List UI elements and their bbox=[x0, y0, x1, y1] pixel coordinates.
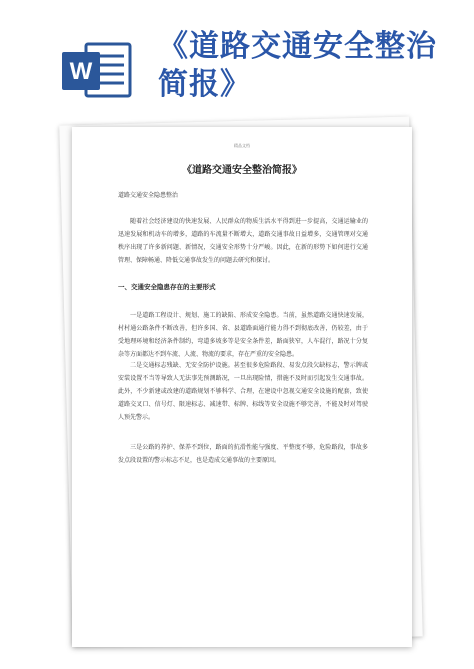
document-title: 《道路交通安全整治简报》 bbox=[182, 165, 302, 176]
banner-title: 《道路交通安全整治简报》 bbox=[158, 29, 437, 102]
document-subtitle: 道路交通安全隐患整治 bbox=[118, 192, 179, 199]
intro-paragraph: 随着社会经济建设的快速发展、人民群众的物质生活水平得到进一步提高，交通运输业的迅速发展和机动车的增多，道路的车流量不断增大，道路交通事故日益增多，交通管理对交通秩序出现了许多新问题、新情况，交通安全形势十分严峻。因此，在新的形势下如何进行交通管理、保障畅通、降低交通事故发生的问题去研究和探讨。 bbox=[118, 218, 368, 264]
word-logo-icon bbox=[60, 38, 132, 102]
section-heading: 一、交通安全隐患存在的主要形式 bbox=[118, 283, 216, 291]
paragraph-3: 三是公路的养护、保养不到位，路面的抗滑性能与强度、平整度不够，危险路段，事故多发点段设置的警示标志不足，也是造成交通事故的主要原因。 bbox=[118, 444, 368, 464]
logo-letter: W bbox=[69, 58, 93, 85]
banner bbox=[0, 0, 474, 120]
paragraph-2: 二是交通标志残缺、无安全防护设施。甚至很多危险路段、易发点段欠缺标志，警示牌或安装设置不当等导致人无法事先预测路况，一旦出现险情，措施不及时而引起发生交通事故。此外，不少新建或改建的道路规划不够科学、合理，在建设中忽视交通安全设施的配套，致使道路交叉口、信号灯、限速标志、减速带、标牌、标线等安全设施不够完善，不能及时对驾驶人预先警示。 bbox=[118, 362, 368, 421]
document-page bbox=[72, 127, 412, 647]
paragraph-1: 一是道路工程设计、规划、施工的缺陷、形成安全隐患。当前，虽然道路交通快速发展，村村通公路条件不断改善，但许多国、省、县道路面通行能力得不到彻底改善，仍较差，由于受地理环境和经济条件制约，弯道多坡多等是安全条件差，路面狭窄，人车混行，路况十分复杂等方面都达不到车流、人流、物流的要求，存在严重的安全隐患。 bbox=[118, 312, 368, 358]
page-header: 精品文档 bbox=[234, 143, 250, 148]
